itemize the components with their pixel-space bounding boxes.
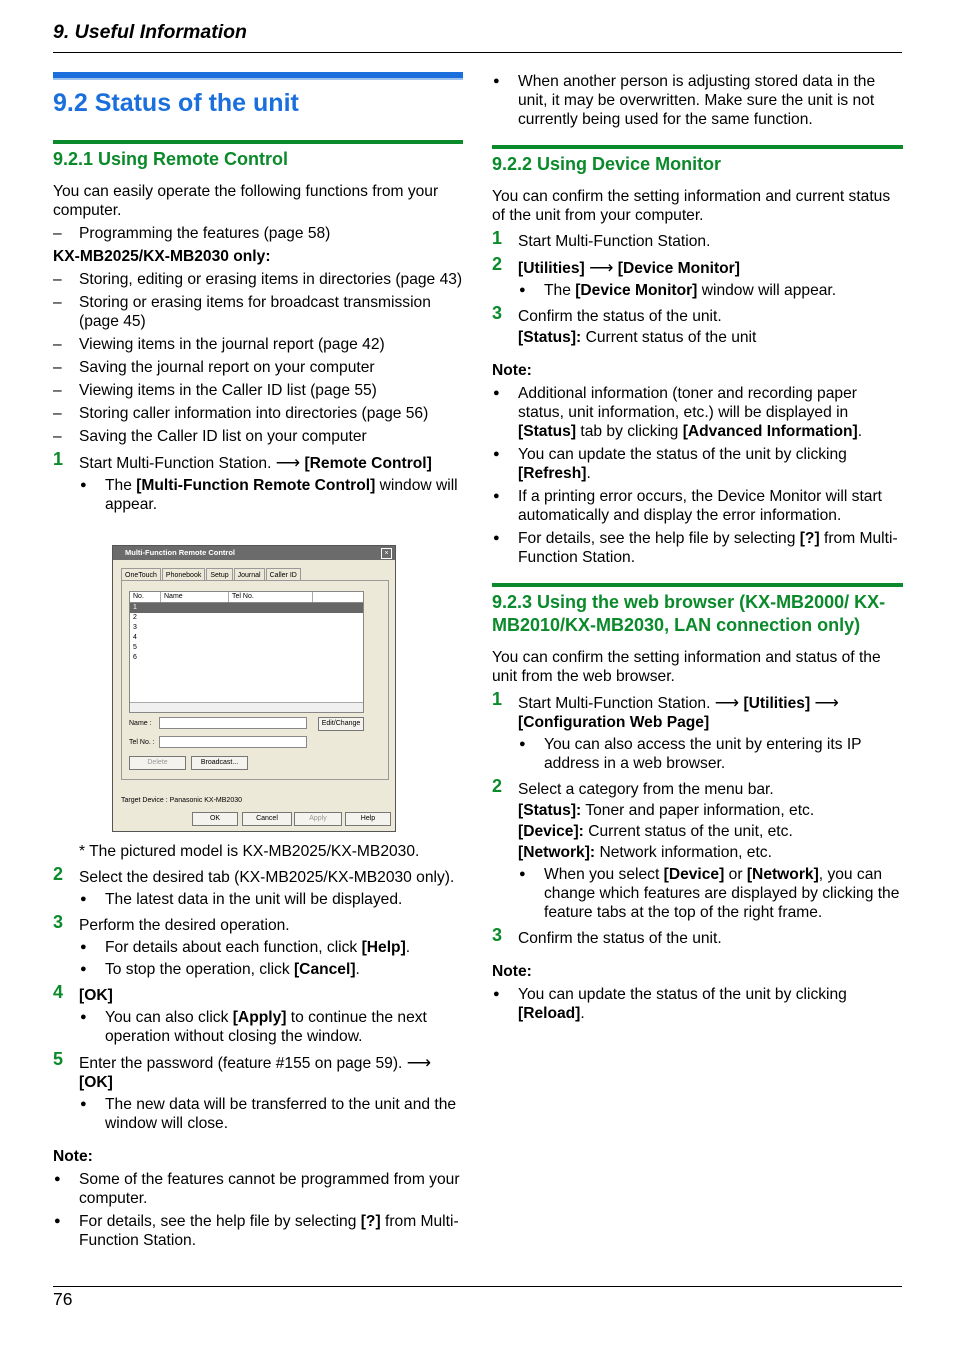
note-item: ● You can update the status of the unit by clicking [Reload]. bbox=[492, 985, 903, 1023]
step-2: 2 [Utilities] ⟶ [Device Monitor] ● The [Device Monitor] window will appear. bbox=[492, 258, 903, 300]
help-button: Help bbox=[345, 812, 391, 826]
subsection-bar bbox=[492, 145, 903, 149]
category-device: [Device]: Current status of the unit, etc. bbox=[518, 823, 793, 840]
intro-text: You can easily operate the following functions from your computer. bbox=[53, 183, 439, 219]
step-number: 4 bbox=[53, 982, 64, 1002]
bullet-item: ● The [Multi-Function Remote Control] window will appear. bbox=[79, 476, 463, 514]
list-item: 1 bbox=[130, 603, 363, 613]
apply-button: Apply bbox=[294, 812, 342, 826]
step-number: 3 bbox=[492, 303, 503, 323]
bullet-item: ● When another person is adjusting stored data in the unit, it may be overwritten. Make sure the unit is not currently being used for the same function. bbox=[492, 72, 903, 129]
list-header: No. Name Tel No. bbox=[130, 592, 363, 603]
edit-change-button: Edit/Change bbox=[318, 717, 364, 731]
step-1: 1 Start Multi-Function Station. ⟶ [Remote Control] ● The [Multi-Function Remote Control] window will appear. bbox=[53, 453, 463, 514]
subsection-heading-device-monitor: 9.2.2 Using Device Monitor bbox=[492, 154, 722, 174]
delete-button: Delete bbox=[129, 756, 186, 770]
tel-field bbox=[159, 736, 307, 748]
tab-onetouch: OneTouch bbox=[121, 568, 161, 582]
bullet-item: ● You can also access the unit by entering its IP address in a web browser. bbox=[518, 735, 903, 773]
section-heading: 9.2 Status of the unit bbox=[53, 89, 299, 117]
running-header: 9. Useful Information bbox=[53, 21, 247, 43]
name-field bbox=[159, 717, 307, 729]
bullet-item: ● When you select [Device] or [Network], you can change which features are displayed by clicking the feature tabs at the top of the right frame. bbox=[518, 865, 903, 922]
note-label: Note: bbox=[492, 963, 532, 980]
horizontal-scrollbar bbox=[130, 702, 363, 712]
arrow-icon: ⟶ bbox=[406, 1053, 432, 1072]
subsection-heading-remote-control: 9.2.1 Using Remote Control bbox=[53, 149, 289, 169]
bullet-item: ● You can also click [Apply] to continue the next operation without closing the window. bbox=[79, 1008, 463, 1046]
list-item: 6 bbox=[133, 654, 137, 661]
dialog-panel bbox=[121, 580, 389, 780]
intro-text: You can confirm the setting information and status of the unit from the web browser. bbox=[492, 649, 881, 685]
note-item: ● Some of the features cannot be programmed from your computer. bbox=[53, 1170, 463, 1208]
broadcast-button: Broadcast... bbox=[191, 756, 248, 770]
list-item: 4 bbox=[133, 634, 137, 641]
category-status: [Status]: Toner and paper information, etc. bbox=[518, 802, 815, 819]
header-rule bbox=[53, 52, 902, 53]
cancel-button: Cancel bbox=[242, 812, 292, 826]
tab-phonebook: Phonebook bbox=[162, 568, 205, 582]
step-3: 3 Confirm the status of the unit. [Status]: Current status of the unit bbox=[492, 307, 903, 347]
note-item: ● You can update the status of the unit by clicking [Refresh]. bbox=[492, 445, 903, 483]
list-item: – Viewing items in the journal report (page 42) bbox=[53, 335, 463, 354]
note-item: ● For details, see the help file by selecting [?] from Multi-Function Station. bbox=[53, 1212, 463, 1250]
ok-button: OK bbox=[192, 812, 238, 826]
step-1: 1 Start Multi-Function Station. bbox=[492, 228, 711, 250]
bullet-item: ● The [Device Monitor] window will appear. bbox=[518, 281, 903, 300]
note-item: ● If a printing error occurs, the Device Monitor will start automatically and display the error information. bbox=[492, 487, 903, 525]
step-1: 1 Start Multi-Function Station. ⟶ [Utilities] ⟶ [Configuration Web Page] ● You can also access the unit by entering its IP address in a web browser. bbox=[492, 693, 903, 773]
section-bar bbox=[53, 72, 463, 80]
remote-control-dialog-screenshot bbox=[112, 545, 396, 832]
list-item: 3 bbox=[133, 624, 137, 631]
step-3: 3 Perform the desired operation. ● For details about each function, click [Help]. ● To stop the operation, click [Cancel]. bbox=[53, 916, 463, 979]
tab-setup: Setup bbox=[206, 568, 232, 582]
bullet-item: ● The latest data in the unit will be displayed. bbox=[79, 890, 463, 909]
name-label: Name : bbox=[129, 720, 152, 727]
step-number: 5 bbox=[53, 1049, 64, 1069]
note-label: Note: bbox=[492, 362, 532, 379]
step-2: 2 Select the desired tab (KX-MB2025/KX-MB2030 only). ● The latest data in the unit will be displayed. bbox=[53, 868, 463, 909]
step-number: 1 bbox=[492, 689, 503, 709]
subsection-heading-web-browser: 9.2.3 Using the web browser (KX-MB2000/ KX-MB2010/KX-MB2030, LAN connection only) bbox=[492, 592, 886, 635]
subsection-bar bbox=[53, 140, 463, 144]
bullet-item: ● The new data will be transferred to the unit and the window will close. bbox=[79, 1095, 463, 1133]
step-4: 4 [OK] ● You can also click [Apply] to continue the next operation without closing the window. bbox=[53, 986, 463, 1046]
step-number: 1 bbox=[53, 449, 64, 469]
page-number: 76 bbox=[53, 1289, 73, 1309]
note-item: ● For details, see the help file by selecting [?] from Multi-Function Station. bbox=[492, 529, 903, 567]
arrow-icon: ⟶ bbox=[714, 693, 740, 712]
list-item: 5 bbox=[133, 644, 137, 651]
status-description: [Status]: Current status of the unit bbox=[518, 329, 757, 346]
arrow-icon: ⟶ bbox=[814, 693, 839, 712]
tel-label: Tel No. : bbox=[129, 739, 155, 746]
note-label: Note: bbox=[53, 1148, 93, 1165]
step-number: 2 bbox=[492, 776, 503, 796]
step-2: 2 Select a category from the menu bar. [Status]: Toner and paper information, etc. [Device]: Current status of the unit, etc. [Network]: Network information, etc. ● When you select [Device] or [Network], you can change which features are displayed by clicking the feature tabs at the top of the right frame. bbox=[492, 780, 903, 922]
bullet-item: ● For details about each function, click [Help]. bbox=[79, 938, 463, 957]
step-number: 3 bbox=[492, 925, 503, 945]
step-number: 2 bbox=[492, 254, 503, 274]
arrow-icon: ⟶ bbox=[275, 453, 301, 472]
screenshot-caption: * The pictured model is KX-MB2025/KX-MB2030. bbox=[79, 843, 420, 860]
list-item: – Saving the journal report on your computer bbox=[53, 358, 463, 377]
list-item: – Storing caller information into directories (page 56) bbox=[53, 404, 463, 423]
subsection-bar bbox=[492, 583, 903, 587]
list-item: – Programming the features (page 58) bbox=[53, 224, 463, 243]
category-network: [Network]: Network information, etc. bbox=[518, 844, 772, 861]
footer-rule bbox=[53, 1286, 902, 1287]
note-item: ● Additional information (toner and recording paper status, unit information, etc.) will be displayed in [Status] tab by clicking [Advanced Information]. bbox=[492, 384, 903, 441]
step-5: 5 Enter the password (feature #155 on page 59). ⟶ [OK] ● The new data will be transferred to the unit and the window will close. bbox=[53, 1053, 463, 1133]
target-device: Target Device : Panasonic KX-MB2030 bbox=[121, 797, 243, 804]
directory-list bbox=[129, 591, 364, 713]
dialog-title-bar: Multi-Function Remote Control bbox=[113, 546, 395, 560]
step-number: 3 bbox=[53, 912, 64, 932]
list-item: 2 bbox=[133, 614, 137, 621]
intro-text: You can confirm the setting information and current status of the unit from your computer. bbox=[492, 188, 891, 224]
right-column bbox=[492, 72, 903, 1023]
list-item: – Storing or erasing items for broadcast transmission (page 45) bbox=[53, 293, 463, 331]
tab-caller-id: Caller ID bbox=[266, 568, 301, 582]
bullet-item: ● To stop the operation, click [Cancel]. bbox=[79, 960, 463, 979]
list-item: – Viewing items in the Caller ID list (page 55) bbox=[53, 381, 463, 400]
step-number: 1 bbox=[492, 228, 503, 248]
step-number: 2 bbox=[53, 864, 64, 884]
models-label: KX-MB2025/KX-MB2030 only: bbox=[53, 248, 271, 265]
tab-journal: Journal bbox=[234, 568, 265, 582]
list-item: – Storing, editing or erasing items in directories (page 43) bbox=[53, 270, 463, 289]
step-3: 3 Confirm the status of the unit. bbox=[492, 925, 722, 947]
close-icon: × bbox=[381, 548, 392, 559]
list-item: – Saving the Caller ID list on your computer bbox=[53, 427, 463, 446]
arrow-icon: ⟶ bbox=[589, 258, 614, 277]
